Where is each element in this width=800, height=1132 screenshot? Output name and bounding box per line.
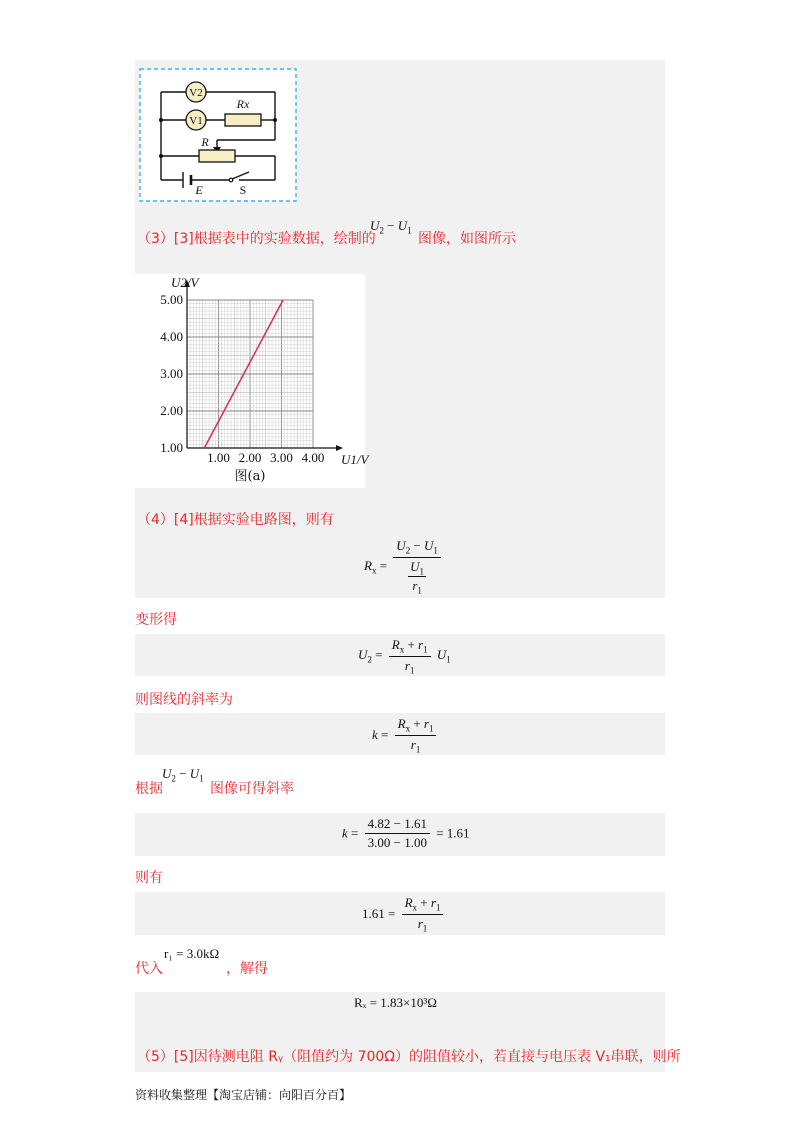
s-label: S xyxy=(239,183,247,197)
sub-value: r₁ = 3.0kΩ xyxy=(164,946,220,961)
x-tick-label: 1.00 xyxy=(207,450,230,465)
y-tick-label: 5.00 xyxy=(160,292,183,307)
u2-equation: $U_2$ = $\frac{R_x + r_1}{r_1}$ $U_1$ xyxy=(358,637,451,676)
circuit-diagram xyxy=(139,68,297,202)
y-tick-label: 1.00 xyxy=(160,440,183,455)
step3-text xyxy=(137,228,376,248)
resistor-rx-icon xyxy=(225,114,261,126)
k-equation: k = $\frac{R_x + r_1}{r_1}$ xyxy=(372,716,439,754)
label-deform: 变形得 xyxy=(135,612,177,628)
e-label: E xyxy=(195,183,203,197)
k161-equation: 1.61 = $\frac{R_x + r_1}{r_1}$ xyxy=(362,895,446,933)
step3-prefix: （3）[3]根据表中的实验数据，绘制的 xyxy=(137,231,376,247)
step3-suffix: 图像，如图所示 xyxy=(418,231,516,247)
rx-equation: $R_x$ = $U_2 - U_1$ $U_1$ $r_1$ xyxy=(364,538,444,596)
label-by-graph-prefix: 根据 xyxy=(135,781,163,797)
inline-u2-u1: $U_2 - U_1$ xyxy=(162,766,204,784)
y-tick-label: 4.00 xyxy=(160,329,183,344)
x-axis-label: U1/V xyxy=(341,452,369,467)
label-sub-suffix: ，解得 xyxy=(226,961,268,977)
x-tick-label: 4.00 xyxy=(301,450,325,465)
footer-text: 资料收集整理【淘宝店铺：向阳百分百】 xyxy=(135,1088,352,1102)
u2-u1-chart xyxy=(135,274,369,488)
y-tick-label: 2.00 xyxy=(160,403,183,418)
rx-label: Rx xyxy=(236,97,250,111)
v2-label: V2 xyxy=(189,87,203,99)
r-label: R xyxy=(201,135,209,149)
y-axis-label: U2/V xyxy=(171,275,199,290)
label-by-graph-suffix: 图像可得斜率 xyxy=(210,781,294,797)
label-slope: 则图线的斜率为 xyxy=(135,692,233,708)
step3-inline-formula: $U_2 - U_1$ xyxy=(370,218,412,236)
y-tick-label: 3.00 xyxy=(160,366,183,381)
k-value-equation: k = $\frac{4.82 - 1.61}{3.00 - 1.00}$ = 1.61 xyxy=(342,816,470,850)
rheostat-icon xyxy=(199,150,235,162)
step4-text: （4）[4]根据实验电路图，则有 xyxy=(137,512,334,528)
label-then: 则有 xyxy=(135,870,163,886)
x-tick-label: 3.00 xyxy=(270,450,293,465)
rx-result: Rₓ = 1.83×10³Ω xyxy=(354,995,437,1010)
chart-caption: 图(a) xyxy=(234,469,266,484)
step5-text: （5）[5]因待测电阻 Rᵧ（阻值约为 700Ω）的阻值较小，若直接与电压表 V₁串联，则所 xyxy=(137,1049,681,1065)
v1-label: V1 xyxy=(189,115,203,127)
x-tick-label: 2.00 xyxy=(238,450,262,465)
label-sub-prefix: 代入 xyxy=(135,961,163,977)
